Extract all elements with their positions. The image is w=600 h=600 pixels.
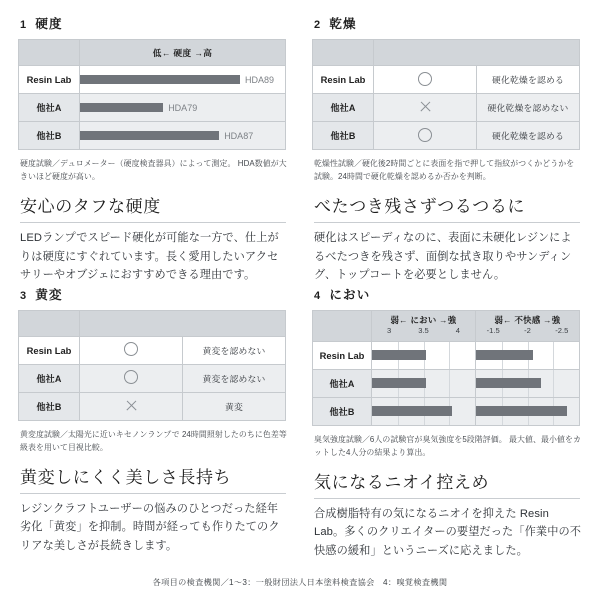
section-drying [312, 14, 582, 285]
row-label-company-a: 他社A [313, 369, 372, 397]
section-number: 1 [20, 19, 27, 31]
mark-cell [80, 392, 183, 420]
section-body: 硬化はスピーディなのに、表面に未硬化レジンによるべたつきを残さず、面倒な拭き取りやサンディング、トップコートを必要としません。 [314, 232, 572, 281]
tick-label: -2 [524, 326, 531, 335]
table-header-row [313, 40, 580, 66]
hardness-table [18, 39, 286, 150]
row-label-company-a: 他社A [19, 94, 80, 122]
odor-ticks [372, 326, 475, 336]
hardness-value: HDA89 [245, 74, 275, 85]
table-row [19, 336, 286, 364]
odor-plot-cell [476, 369, 580, 397]
divider [314, 498, 580, 499]
table-row [19, 94, 286, 122]
footer-note: 各項目の検査機関／1～3：一般財団法人日本塗料検査協会 4：嗅覚検査機関 [152, 578, 448, 587]
odor-bar [476, 350, 533, 360]
row-label-company-a: 他社A [19, 364, 80, 392]
test-method-note: 臭気強度試験／6人の試験官が臭気強度を5段階評価。 最大値、最小値をカットした4人分の結果より算出。 [314, 434, 581, 457]
row-label-company-a: 他社A [313, 94, 374, 122]
tick-label: 3.5 [418, 326, 429, 335]
hardness-bar-cell [80, 66, 286, 94]
odor-axis-title: 弱← におい →強 [390, 315, 457, 325]
odor-plot-cell [372, 369, 476, 397]
row-label-resin-lab: Resin Lab [313, 66, 374, 94]
section-title: におい [329, 287, 371, 302]
table-header-row [19, 310, 286, 336]
section-number: 4 [314, 289, 321, 302]
result-text: 黄変を認めない [183, 364, 286, 392]
mark-cell [374, 66, 477, 94]
row-label-company-b: 他社B [19, 392, 80, 420]
hardness-bar [80, 75, 240, 84]
odor-axis-title: 弱← 不快感 →強 [494, 315, 561, 325]
result-text: 黄変を認めない [183, 336, 286, 364]
table-row [313, 369, 580, 397]
header-blank-cell [19, 310, 80, 336]
section-title: 黄変 [35, 287, 63, 302]
section-number: 3 [20, 289, 27, 302]
section-headline: 黄変しにくく美しさ長持ち [20, 467, 232, 487]
header-blank-cell [313, 40, 374, 66]
table-row [19, 66, 286, 94]
section-body: レジンクラフトユーザーの悩みのひとつだった経年劣化「黄変」を抑制。時間が経っても作りたてのクリアな美しさが長続きします。 [20, 502, 280, 552]
cross-mark-icon [125, 399, 138, 412]
odor-bar [476, 406, 567, 416]
hardness-value: HDA79 [168, 102, 198, 113]
mark-cell [374, 122, 477, 150]
header-blank-cell [19, 40, 80, 66]
hardness-bar-cell [80, 122, 286, 150]
result-text: 硬化乾燥を認める [477, 122, 580, 150]
odor-plot-cell [372, 341, 476, 369]
test-method-note: 硬度試験／デュロメーター（硬度検査器具）によって測定。 HDA数値が大きいほど硬度が高い。 [20, 159, 287, 181]
mark-cell [374, 94, 477, 122]
tick-label: 4 [455, 326, 460, 335]
odor-bar [476, 378, 541, 388]
hardness-value: HDA87 [224, 130, 254, 141]
divider [314, 222, 580, 223]
cross-mark-icon [419, 100, 432, 113]
table-row [313, 66, 580, 94]
odor-bar [372, 378, 426, 388]
table-row [313, 94, 580, 122]
table-row [19, 122, 286, 150]
result-text: 硬化乾燥を認めない [477, 94, 580, 122]
section-number: 2 [314, 19, 321, 31]
row-label-company-b: 他社B [19, 122, 80, 150]
test-method-note: 乾燥性試験／硬化後2時間ごとに表面を指で押して指紋がつくかどうかを試験。24時間で硬化乾燥を認めるか否かを判断。 [314, 159, 575, 181]
odor-plot-cell [476, 397, 580, 425]
hardness-bar [80, 131, 219, 140]
table-header-row [313, 310, 580, 341]
table-row [313, 122, 580, 150]
circle-mark-icon [418, 128, 432, 142]
section-title: 乾燥 [329, 17, 357, 31]
result-text: 黄変 [183, 392, 286, 420]
section-heading [20, 14, 288, 32]
odor-group-header-1 [372, 310, 476, 341]
yellowing-table [18, 310, 286, 421]
table-row [313, 397, 580, 425]
table-header-row [19, 40, 286, 66]
circle-mark-icon [124, 370, 138, 384]
hardness-bar-cell [80, 94, 286, 122]
mark-cell [80, 336, 183, 364]
row-label-resin-lab: Resin Lab [313, 341, 372, 369]
tick-label: -1.5 [486, 326, 500, 335]
section-title: 硬度 [35, 17, 63, 31]
table-row [19, 364, 286, 392]
tick-label: -2.5 [555, 326, 569, 335]
section-heading [20, 285, 288, 303]
header-blank-cell [80, 310, 286, 336]
header-blank-cell [374, 40, 580, 66]
divider [20, 222, 286, 223]
odor-plot-cell [372, 397, 476, 425]
section-headline: 安心のタフな硬度 [20, 197, 161, 216]
header-blank-cell [313, 310, 372, 341]
odor-bar [372, 406, 452, 416]
odor-table [312, 310, 580, 426]
circle-mark-icon [124, 342, 138, 356]
hardness-bar [80, 103, 163, 112]
section-body: LEDランプでスピード硬化が可能な一方で、仕上がりは硬度にすぐれています。長く愛用したいアクセサリーやオブジェにおすすめできる理由です。 [20, 232, 279, 281]
circle-mark-icon [418, 72, 432, 86]
table-row [313, 341, 580, 369]
odor-plot-cell [476, 341, 580, 369]
drying-table [312, 39, 580, 150]
mark-cell [80, 364, 183, 392]
result-text: 硬化乾燥を認める [477, 66, 580, 94]
row-label-resin-lab: Resin Lab [19, 336, 80, 364]
hardness-scale-label: 低← 硬度 →高 [80, 40, 286, 66]
section-hardness [18, 14, 288, 285]
table-row [19, 392, 286, 420]
divider [20, 493, 286, 494]
test-method-note: 黄変度試験／太陽光に近いキセノンランプで 24時間照射したのちに色差等級表を用いて目視比較。 [20, 429, 287, 452]
gridline [449, 370, 450, 397]
gridline [553, 370, 554, 397]
section-heading [314, 285, 582, 303]
row-label-company-b: 他社B [313, 122, 374, 150]
section-odor [312, 285, 582, 561]
odor-ticks [476, 326, 579, 336]
section-headline: べたつき残さずつるつるに [314, 197, 526, 216]
section-headline: 気になるニオイ控えめ [314, 472, 490, 492]
gridline [449, 342, 450, 369]
odor-group-header-2 [476, 310, 580, 341]
tick-label: 3 [387, 326, 392, 335]
row-label-resin-lab: Resin Lab [19, 66, 80, 94]
section-heading [314, 14, 582, 32]
gridline [553, 342, 554, 369]
odor-bar [372, 350, 426, 360]
sections-grid [18, 14, 582, 560]
section-yellowing [18, 285, 288, 561]
section-body: 合成樹脂特有の気になるニオイを抑えた Resin Lab。多くのクリエイターの要望だった「作業中の不快感の緩和」というニーズに応えました。 [314, 507, 582, 557]
row-label-company-b: 他社B [313, 397, 372, 425]
